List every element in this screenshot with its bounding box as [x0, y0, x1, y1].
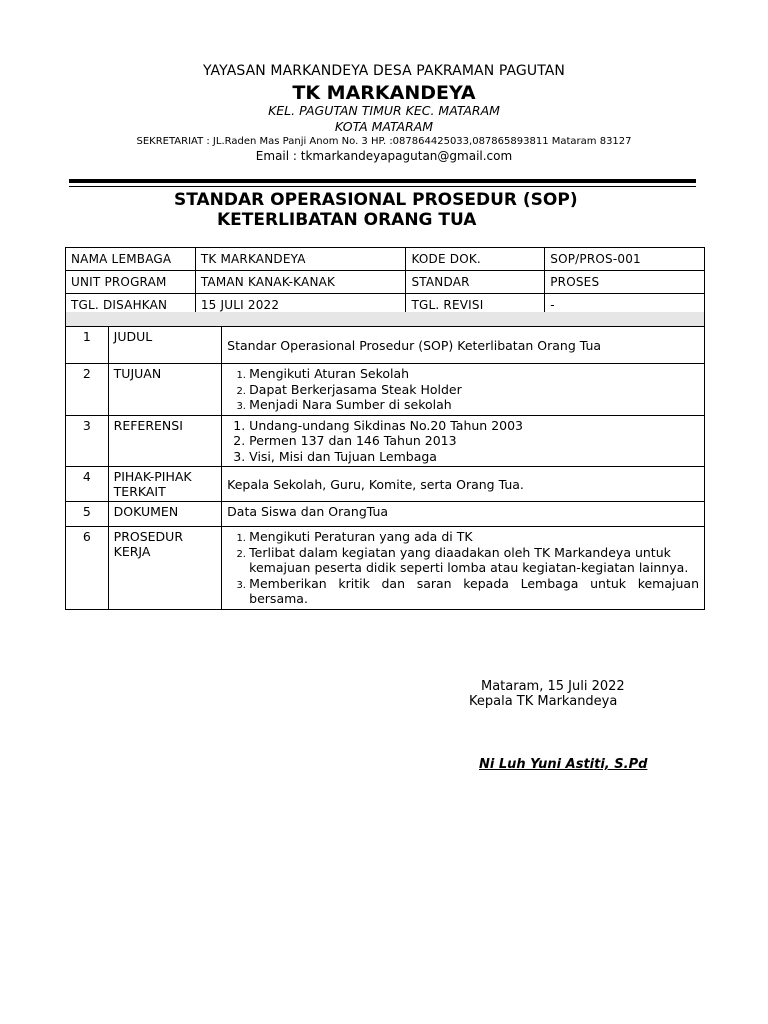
meta-value: TK MARKANDEYA	[195, 248, 406, 271]
row-label: TUJUAN	[108, 364, 222, 416]
row-value: Kepala Sekolah, Guru, Komite, serta Orang Tua.	[222, 467, 705, 502]
table-separator-band	[65, 312, 705, 326]
row-number: 4	[66, 467, 109, 502]
row-value	[222, 527, 705, 610]
row-number: 5	[66, 502, 109, 527]
signature-role: Kepala TK Markandeya	[469, 694, 618, 709]
sop-row-prosedur	[66, 527, 705, 610]
signature-name: Ni Luh Yuni Astiti, S.Pd	[479, 757, 648, 772]
meta-value: SOP/PROS-001	[545, 248, 705, 271]
row-label	[108, 467, 222, 502]
row-label: JUDUL	[108, 327, 222, 364]
list-item: 2. Dapat Berkerjasama Steak Holder	[249, 382, 699, 398]
sop-row-tujuan	[66, 364, 705, 416]
meta-label: TGL. DISAHKAN	[66, 294, 196, 317]
list-item: 1. Undang-undang Sikdinas No.20 Tahun 2003	[249, 418, 699, 434]
referensi-list	[227, 418, 699, 465]
row-value	[222, 364, 705, 416]
sop-content-table	[65, 326, 705, 610]
sekretariat-line: SEKRETARIAT : JL.Raden Mas Panji Anom No. 3 HP. :087864425033,087865893811 Mataram 83127	[136, 136, 632, 147]
meta-label: NAMA LEMBAGA	[66, 248, 196, 271]
row-label-line: KERJA	[113, 544, 151, 559]
meta-label: TGL. REVISI	[406, 294, 545, 317]
address-line1: KEL. PAGUTAN TIMUR KEC. MATARAM	[268, 103, 500, 118]
document-meta-table	[65, 247, 705, 317]
prosedur-list	[227, 529, 699, 607]
sop-row-referensi	[66, 415, 705, 467]
row-label: DOKUMEN	[108, 502, 222, 527]
letterhead-divider-thin	[69, 186, 696, 187]
signature-place-date: Mataram, 15 Juli 2022	[481, 679, 625, 694]
meta-row	[66, 248, 705, 271]
sop-row-pihak	[66, 467, 705, 502]
school-name: TK MARKANDEYA	[292, 82, 476, 104]
tujuan-list	[227, 366, 699, 413]
row-value	[222, 415, 705, 467]
list-item: 2. Permen 137 dan 146 Tahun 2013	[249, 433, 699, 449]
list-item	[249, 545, 699, 576]
list-item: 1. Mengikuti Aturan Sekolah	[249, 366, 699, 382]
list-item: 1. Mengikuti Peraturan yang ada di TK	[249, 529, 699, 545]
row-label: REFERENSI	[108, 415, 222, 467]
list-item: 3. Visi, Misi dan Tujuan Lembaga	[249, 449, 699, 465]
document-subtitle: KETERLIBATAN ORANG TUA	[217, 210, 477, 230]
meta-value: 15 JULI 2022	[195, 294, 406, 317]
row-label-line: TERKAIT	[113, 484, 166, 499]
row-label-line: PROSEDUR	[113, 529, 184, 544]
row-number: 1	[66, 327, 109, 364]
row-label-line: PIHAK-PIHAK	[113, 469, 192, 484]
row-value: Standar Operasional Prosedur (SOP) Keterlibatan Orang Tua	[222, 327, 705, 364]
sop-row-judul	[66, 327, 705, 364]
email-line: Email : tkmarkandeyapagutan@gmail.com	[255, 149, 513, 163]
meta-label: STANDAR	[406, 271, 545, 294]
meta-value: TAMAN KANAK-KANAK	[195, 271, 406, 294]
yayasan-name: YAYASAN MARKANDEYA DESA PAKRAMAN PAGUTAN	[202, 63, 566, 79]
row-label	[108, 527, 222, 610]
meta-row	[66, 271, 705, 294]
list-item: 3. Memberikan kritik dan saran kepada Lembaga untuk kemajuan bersama.	[249, 576, 699, 607]
meta-label: UNIT PROGRAM	[66, 271, 196, 294]
sop-row-dokumen	[66, 502, 705, 527]
list-item: 3. Menjadi Nara Sumber di sekolah	[249, 397, 699, 413]
meta-label: KODE DOK.	[406, 248, 545, 271]
list-item-text: Terlibat dalam kegiatan yang diaadakan oleh TK Markandeya untuk	[249, 544, 671, 560]
letterhead-divider-thick	[69, 179, 696, 183]
address-line2: KOTA MATARAM	[334, 119, 434, 134]
row-number: 3	[66, 415, 109, 467]
row-number: 6	[66, 527, 109, 610]
row-value: Data Siswa dan OrangTua	[222, 502, 705, 527]
row-number: 2	[66, 364, 109, 416]
meta-value: -	[545, 294, 705, 317]
meta-value: PROSES	[545, 271, 705, 294]
document-title: STANDAR OPERASIONAL PROSEDUR (SOP)	[174, 190, 578, 210]
list-item-text: kemajuan peserta didik seperti lomba atau kegiatan-kegiatan lainnya.	[249, 560, 689, 575]
